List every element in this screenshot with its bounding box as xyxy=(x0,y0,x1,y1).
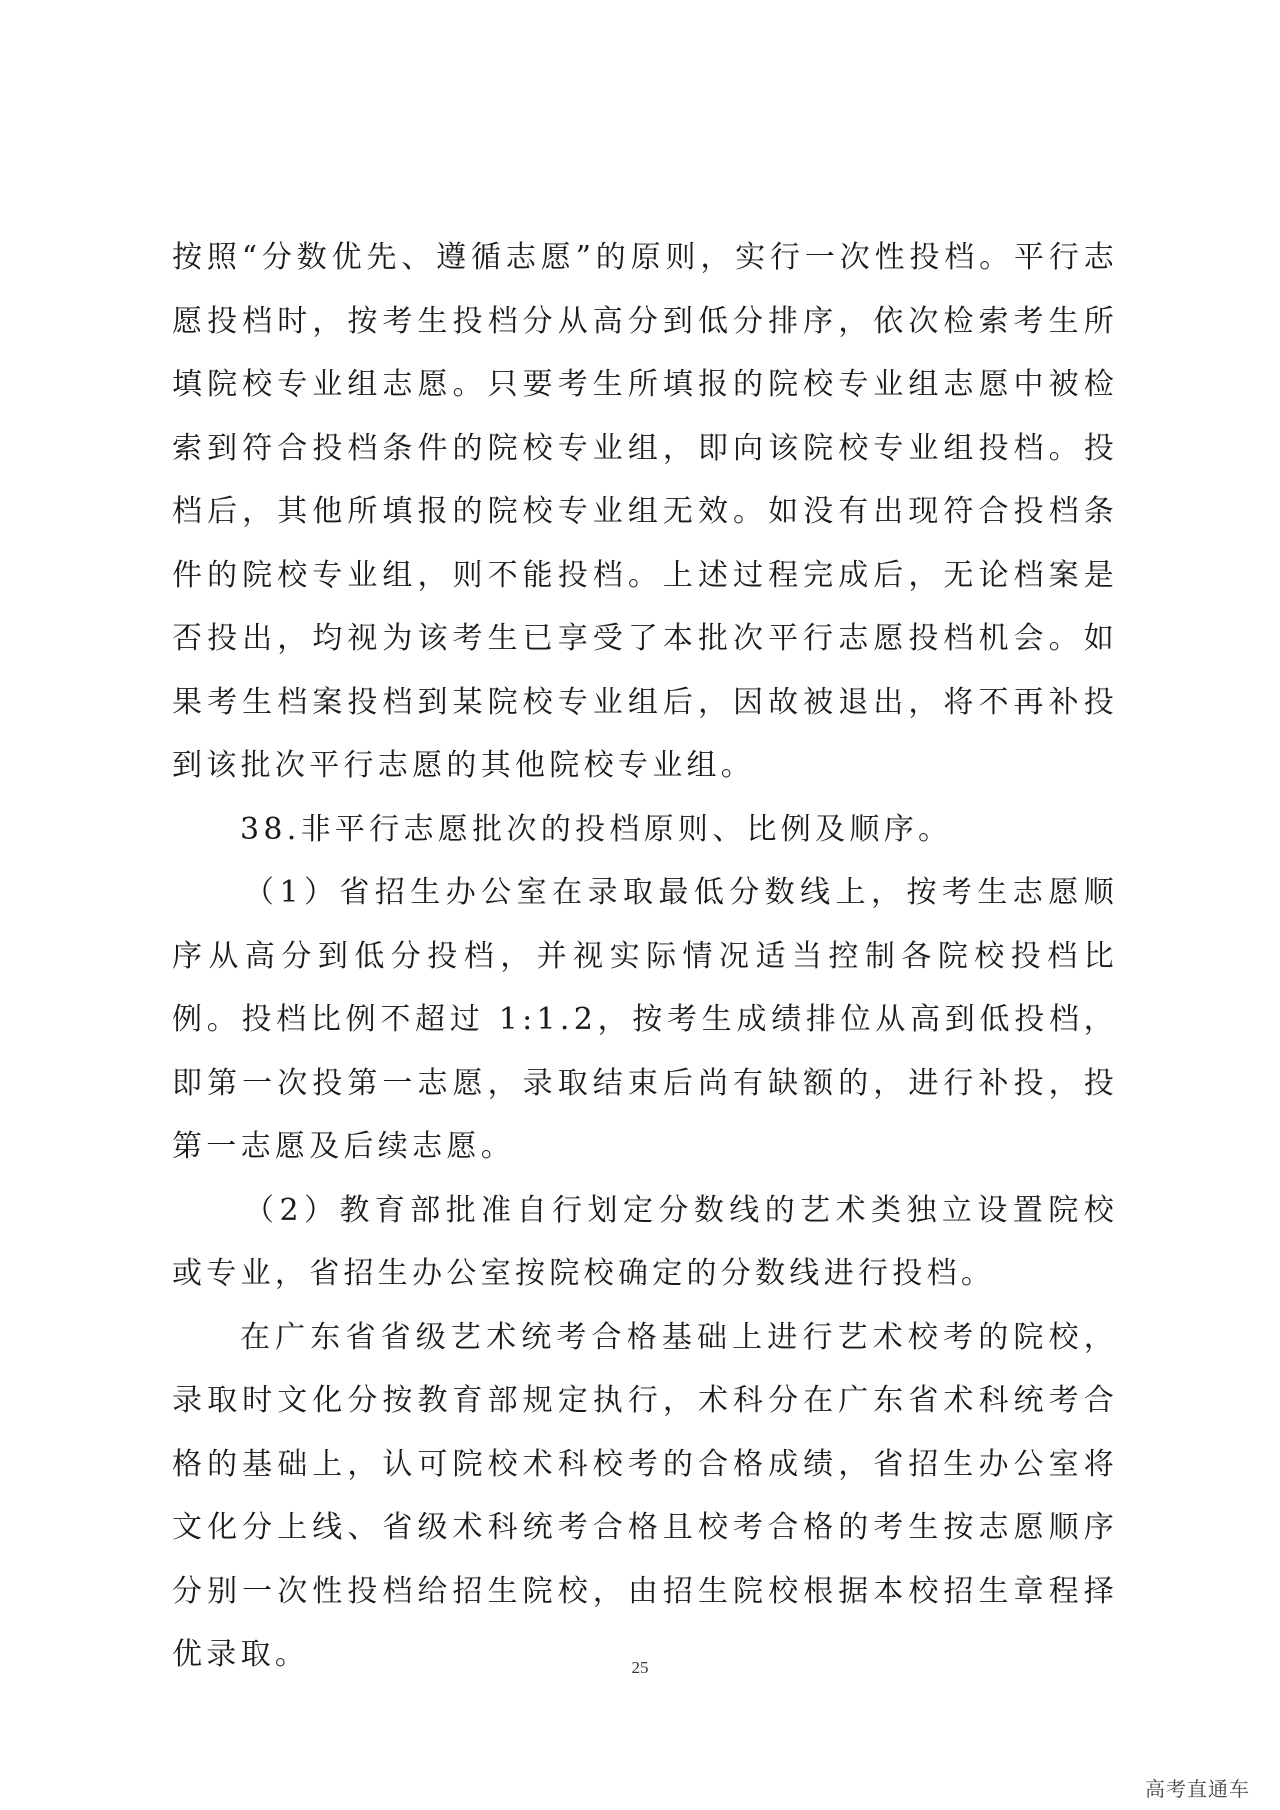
section-heading-38: 38.非平行志愿批次的投档原则、比例及顺序。 xyxy=(240,811,953,847)
paragraph-item-2: （2）教育部批准自行划定分数线的艺术类独立设置院校或专业，省招生办公室按院校确定的分数线进行投档。 xyxy=(172,1192,1118,1291)
paragraph-art-exam: 在广东省省级艺术统考合格基础上进行艺术校考的院校，录取时文化分按教育部规定执行，术科分在广东省术科统考合格的基础上，认可院校术科校考的合格成绩，省招生办公室将文化分上线、省级术科统考合格且校考合格的考生按志愿顺序分别一次性投档给招生院校，由招生院校根据本校招生章程择优录取。 xyxy=(172,1319,1118,1672)
page-number: 25 xyxy=(631,1658,649,1677)
document-body xyxy=(172,226,1118,1687)
paragraph-continuation: 按照“分数优先、遵循志愿”的原则，实行一次性投档。平行志愿投档时，按考生投档分从高分到低分排序，依次检索考生所填院校专业组志愿。只要考生所填报的院校专业组志愿中被检索到符合投档条件的院校专业组，即向该院校专业组投档。投档后，其他所填报的院校专业组无效。如没有出现符合投档条件的院校专业组，则不能投档。上述过程完成后，无论档案是否投出，均视为该考生已享受了本批次平行志愿投档机会。如果考生档案投档到某院校专业组后，因故被退出，将不再补投到该批次平行志愿的其他院校专业组。 xyxy=(172,240,1118,783)
watermark-text: 高考直通车 xyxy=(1145,1777,1250,1801)
paragraph-item-1: （1）省招生办公室在录取最低分数线上，按考生志愿顺序从高分到低分投档，并视实际情况适当控制各院校投档比例。投档比例不超过 1:1.2，按考生成绩排位从高到低投档，即第一次投第一志愿，录取结束后尚有缺额的，进行补投，投第一志愿及后续志愿。 xyxy=(172,875,1118,1164)
